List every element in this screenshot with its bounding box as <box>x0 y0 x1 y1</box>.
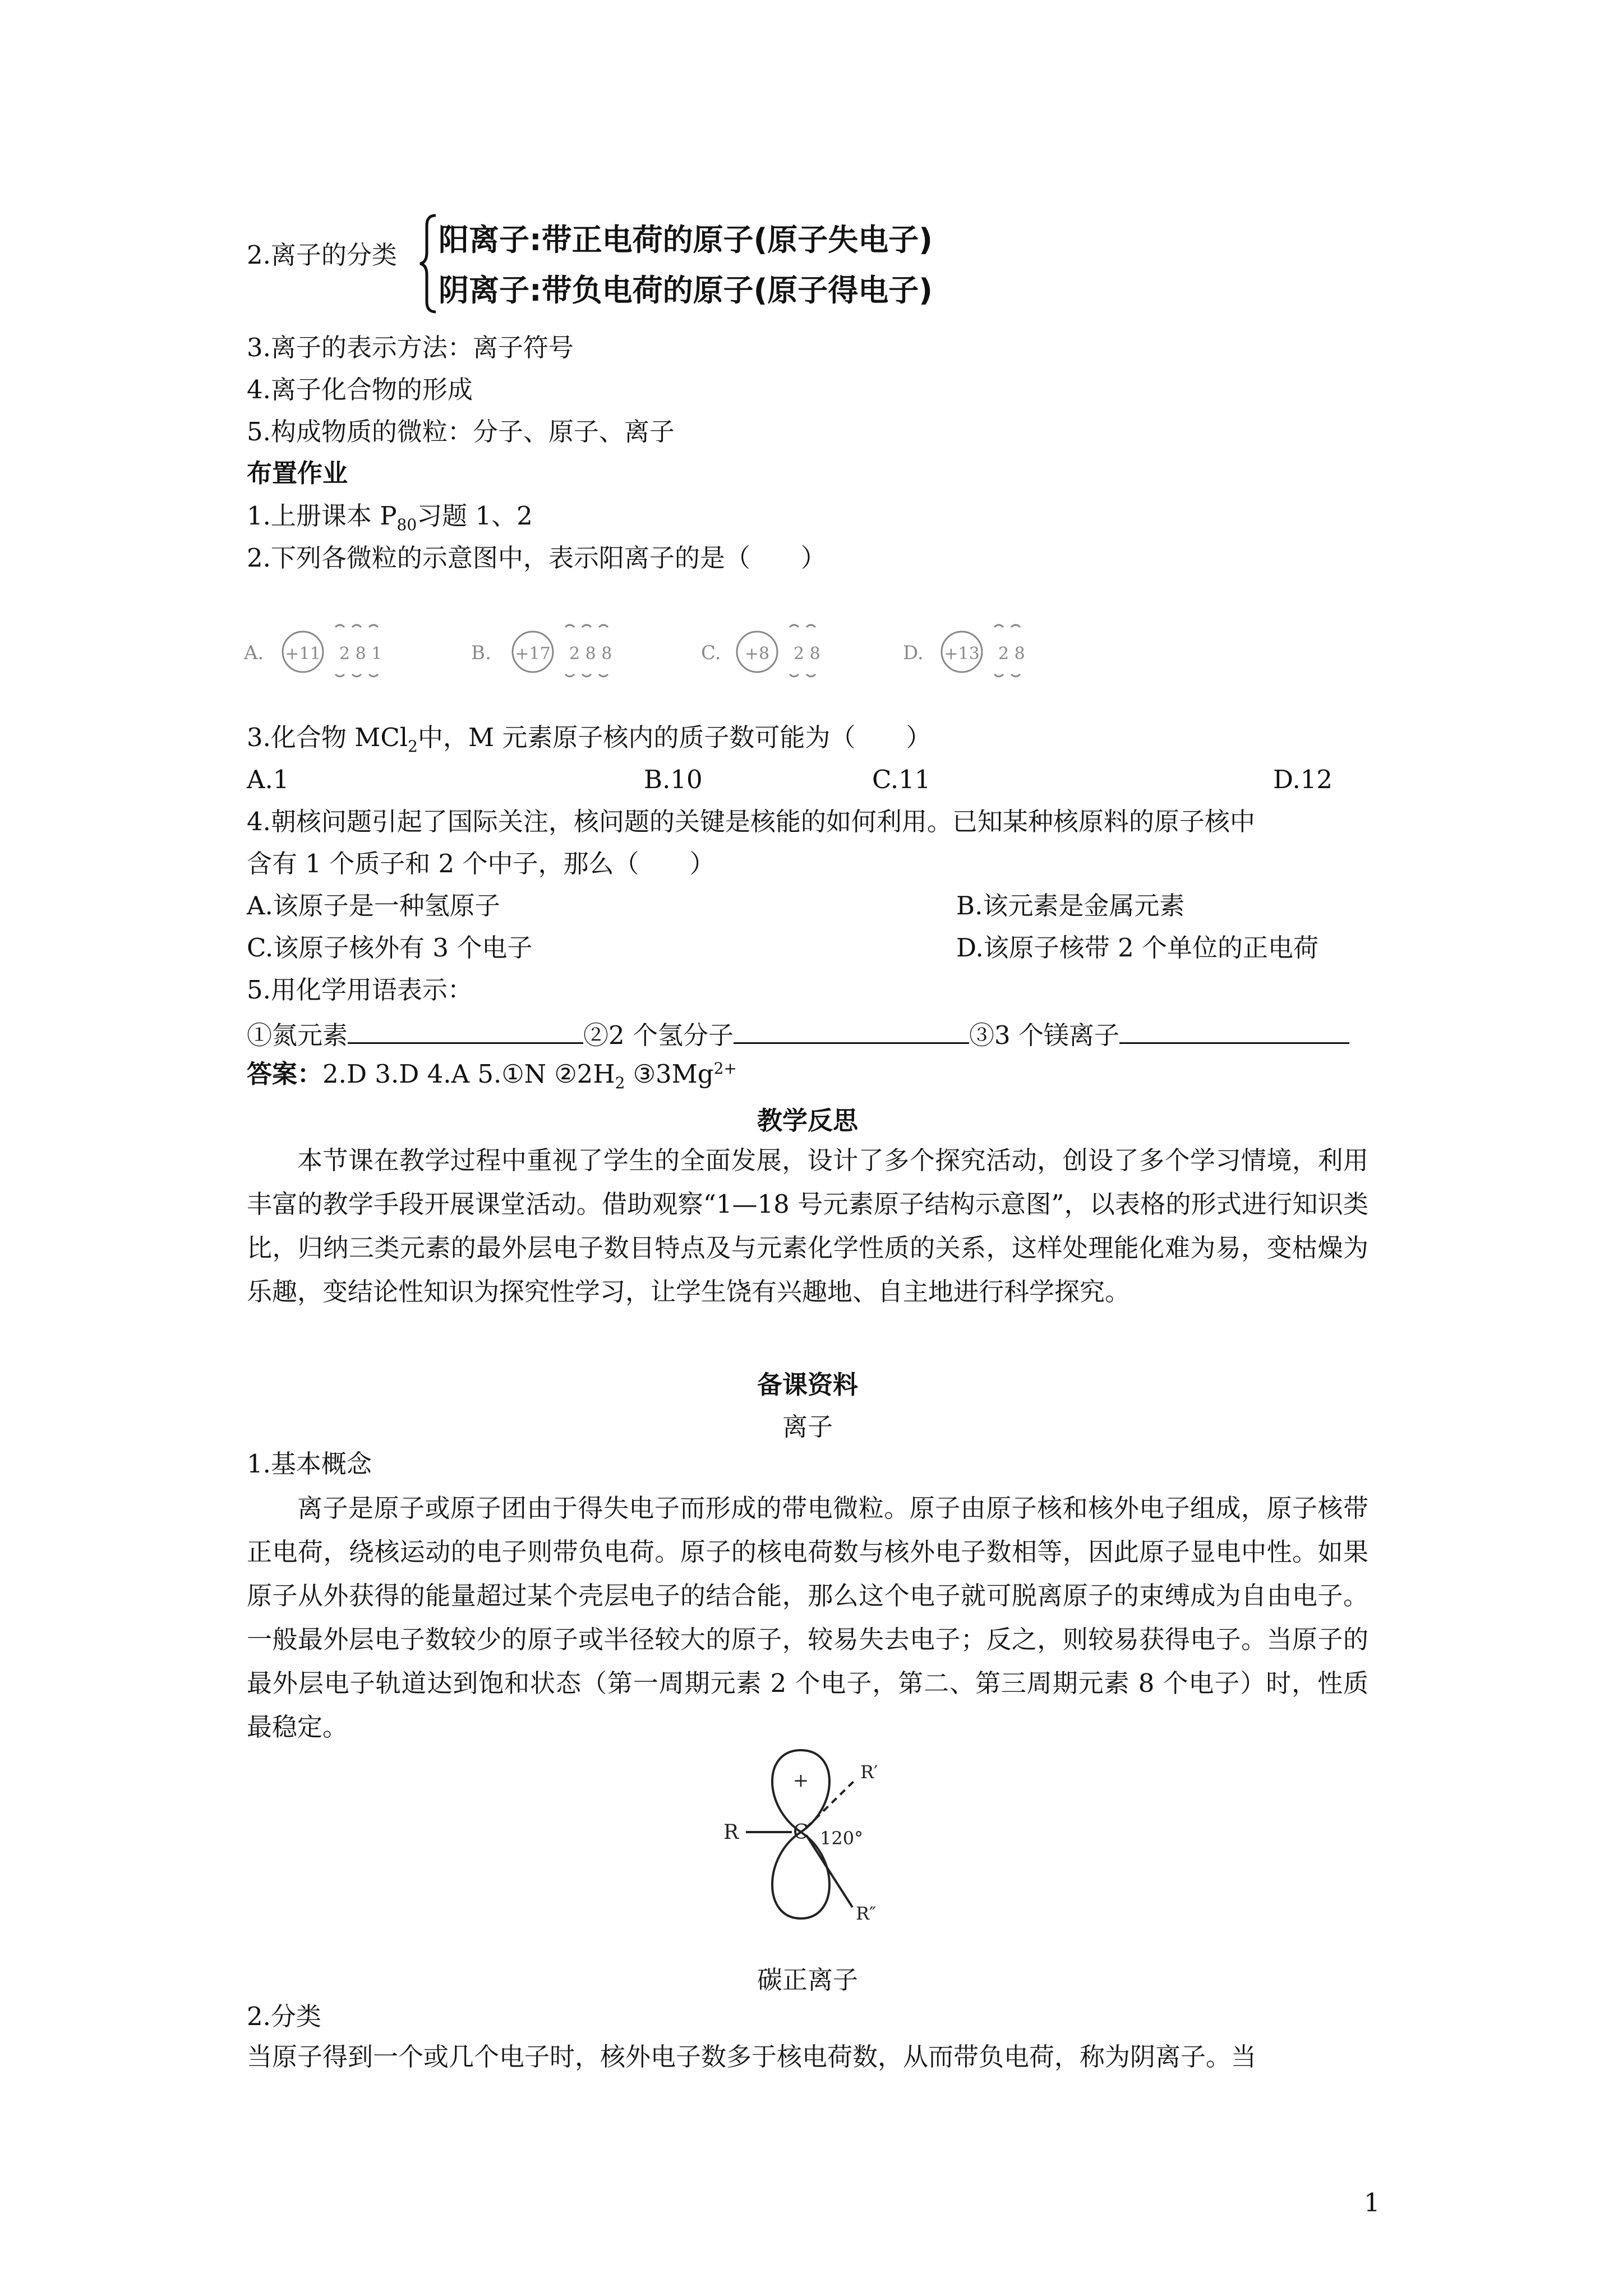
option-a-nucleus: +11 <box>285 644 321 664</box>
materials-subheading: 离子 <box>782 1412 833 1442</box>
cation-definition: 阳离子:带正电荷的原子(原子失电子) <box>439 222 933 257</box>
option-b-shells: 2 8 8 <box>569 644 612 664</box>
bond-angle-label: 120° <box>820 1828 864 1849</box>
homework-q4-line1: 4.朝核问题引起了国际关注，核问题的关键是核能的如何利用。已知某种核原料的原子核中 <box>247 807 1255 836</box>
basic-concept-paragraph: 离子是原子或原子团由于得失电子而形成的带电微粒。原子由原子核和核外电子组成，原子核带正电荷，绕核运动的电子则带负电荷。原子的核电荷数与核外电子数相等，因此原子显电中性。如果原子从外获得的能量超过某个壳层电子的结合能，那么这个电子就可脱离原子的束缚成为自由电子。一般最外层电子数较少的原子或半径较大的原子，较易失去电子；反之，则较易获得电子。当原子的最外层电子轨道达到饱和状态（第一周期元素 2 个电子，第二、第三周期元素 8 个电子）时，性质最稳定。 <box>247 1493 1368 1742</box>
option-c-label: C. <box>701 642 721 664</box>
q5-blanks: ①氮元素 ②2 个氢分子 ③3 个镁离子 <box>247 1016 1349 1051</box>
q4-option-d: D.该原子核带 2 个单位的正电荷 <box>956 933 1319 963</box>
homework-q4-line2: 含有 1 个质子和 2 个中子，那么（ ） <box>247 849 715 878</box>
summary-item-4: 4.离子化合物的形成 <box>247 375 473 404</box>
q4-option-a: A.该原子是一种氢原子 <box>247 891 500 921</box>
classification-label: 2.离子的分类 <box>247 240 397 270</box>
figure-caption: 碳正离子 <box>757 1965 858 1995</box>
reflection-body: 本节课在教学过程中重视了学生的全面发展，设计了多个探究活动，创设了多个学习情境，利用丰富的教学手段开展课堂活动。借助观察“1—18 号元素原子结构示意图”，以表格的形式进行知识类比，归纳三类元素的最外层电子数目特点及与元素化学性质的关系，这样处理能化难为易，变枯燥为乐趣，变结论性知识为探究性学习，让学生饶有兴趣地、自主地进行科学探究。 <box>247 1145 1368 1306</box>
anion-definition: 阴离子:带负电荷的原子(原子得电子) <box>439 273 933 308</box>
reflection-heading: 教学反思 <box>757 1106 858 1135</box>
classification-paragraph: 当原子得到一个或几个电子时，核外电子数多于核电荷数，从而带负电荷，称为阴离子。当 <box>247 2042 1257 2072</box>
atom-diagrams <box>241 606 1082 690</box>
homework-q1: 1.上册课本 $P_{80}$习题 1、2 <box>247 501 533 534</box>
option-b-label: B. <box>471 642 491 664</box>
q4-option-c: C.该原子核外有 3 个电子 <box>247 933 533 963</box>
option-c-nucleus: +8 <box>744 644 770 664</box>
carbon-label: C <box>793 1821 809 1844</box>
answers: 答案：2.D 3.D 4.A 5.①N $②2H_2$ $③3Mg^{2+}$ <box>247 1059 737 1092</box>
materials-heading: 备课资料 <box>757 1370 858 1400</box>
section-basic-concept: 1.基本概念 <box>247 1449 372 1479</box>
q3-option-c: C.11 <box>872 765 931 794</box>
homework-q5: 5.用化学用语表示： <box>247 975 473 1005</box>
summary-item-3: 3.离子的表示方法：离子符号 <box>247 333 574 362</box>
option-b-nucleus: +17 <box>515 644 551 664</box>
option-a-label: A. <box>244 642 264 664</box>
homework-q3: 3.化合物 MCl$_2$中，M 元素原子核内的质子数可能为（ ） <box>247 723 932 756</box>
q3-option-b: B.10 <box>644 765 703 794</box>
homework-q2: 2.下列各微粒的示意图中，表示阳离子的是（ ） <box>247 543 826 573</box>
option-a-shells: 2 8 1 <box>339 644 382 664</box>
curly-brace-icon <box>418 213 440 314</box>
q4-option-b: B.该元素是金属元素 <box>956 891 1185 921</box>
summary-item-5: 5.构成物质的微粒：分子、原子、离子 <box>247 417 675 447</box>
option-d-shells: 2 8 <box>998 644 1025 664</box>
option-d-nucleus: +13 <box>944 644 980 664</box>
carbocation-figure <box>723 1745 948 1952</box>
r-group-label: R <box>723 1821 739 1844</box>
r-prime-label: R′ <box>860 1761 878 1783</box>
q3-option-d: D.12 <box>1273 765 1333 794</box>
r-double-prime-label: R″ <box>856 1903 877 1924</box>
page-number: 1 <box>1364 2188 1380 2217</box>
q3-option-a: A.1 <box>247 765 289 794</box>
option-c-shells: 2 8 <box>794 644 820 664</box>
section-classification: 2.分类 <box>247 2001 321 2031</box>
option-d-label: D. <box>903 642 924 664</box>
homework-heading: 布置作业 <box>247 458 348 488</box>
orbital-plus-sign: + <box>792 1769 809 1792</box>
